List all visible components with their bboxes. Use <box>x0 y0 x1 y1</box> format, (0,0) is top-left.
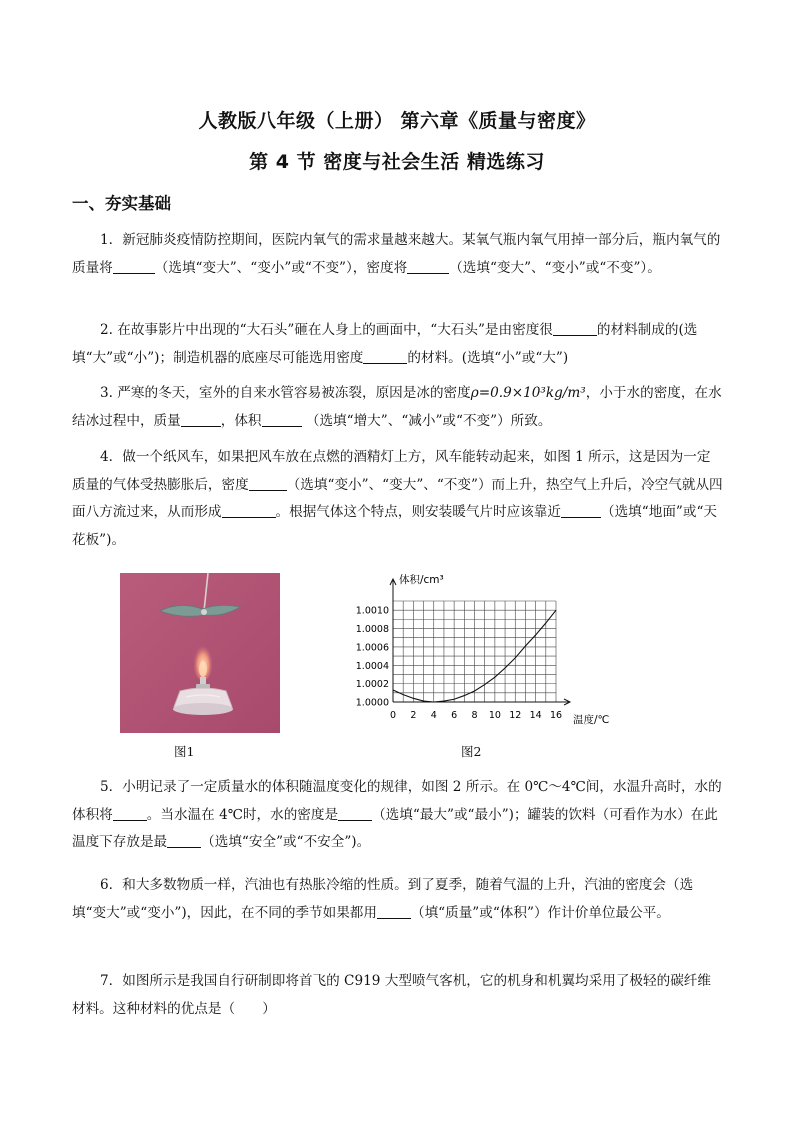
x-tick-label: 0 <box>389 710 397 721</box>
answer-blank[interactable] <box>249 475 287 491</box>
question-text: （选填“变大”、“变小”或“不变”）。 <box>449 259 661 276</box>
y-tick-label: 1.0000 <box>355 697 389 709</box>
question-text: （选填“安全”或“不安全”)。 <box>201 834 371 850</box>
question-text: （选填“最大”或“最小”)；罐装的饮料（可看作为水）在此温度下存放是最 <box>72 806 718 850</box>
y-tick-label: 1.0010 <box>355 605 389 617</box>
question-7 <box>72 968 724 1023</box>
figure-1-caption: 图1 <box>174 744 195 759</box>
question-text: （选填“地面”或“天花板”)。 <box>72 504 718 548</box>
answer-blank[interactable] <box>113 258 155 274</box>
answer-blank[interactable] <box>553 320 597 336</box>
question-text: 。当水温在 4℃时，水的密度是 <box>146 806 339 823</box>
question-text: 的材料。(选填“小”或“大”) <box>407 349 569 366</box>
x-tick-label: 14 <box>529 710 542 721</box>
answer-blank[interactable] <box>262 411 302 427</box>
chart-axes <box>390 579 570 705</box>
section-heading: 一、夯实基础 <box>72 194 171 213</box>
question-text: 7．如图所示是我国自行研制即将首飞的 C919 大型喷气客机，它的机身和机翼均采用了极轻的碳纤维材料。这种材料的优点是（ ） <box>72 973 711 1017</box>
question-text: ，体积 <box>220 412 262 429</box>
question-text: （选填“变小”、“变大”、“不变”）而上升，热空气上升后，冷空气就从四面八方流过来，从而形成 <box>72 476 723 520</box>
question-text: 4．做一个纸风车，如果把风车放在点燃的酒精灯上方，风车能转动起来，如图 1 所示，这是因为一定质量的气体受热膨胀后，密度 <box>72 449 711 493</box>
question-1 <box>72 227 724 282</box>
question-6 <box>72 872 724 927</box>
chart-x-ticks <box>390 710 562 721</box>
page-title: 人教版八年级（上册） 第六章《质量与密度》 <box>198 110 596 132</box>
figure-2-volume-temperature-chart <box>343 571 643 731</box>
x-tick-label: 2 <box>410 710 417 721</box>
answer-blank[interactable] <box>181 411 221 427</box>
question-4 <box>72 444 724 554</box>
question-text: （填“质量”或“体积”）作计价单位最公平。 <box>410 904 670 921</box>
question-text: （选填“变大”、“变小”或“不变”），密度将 <box>154 259 408 276</box>
answer-blank[interactable] <box>561 502 601 518</box>
figure-2-caption: 图2 <box>461 744 482 759</box>
x-tick-label: 8 <box>471 710 478 721</box>
chart-y-ticks <box>356 606 389 709</box>
question-text: 5．小明记录了一定质量水的体积随温度变化的规律，如图 2 所示。在 0℃～4℃间，水温升高时，水的体积将 <box>72 779 722 823</box>
answer-blank[interactable] <box>113 805 147 821</box>
density-value: ρ=0.9×10³kg/m³ <box>470 385 586 401</box>
answer-blank[interactable] <box>222 502 276 518</box>
question-text: 。根据气体这个特点，则安装暖气片时应该靠近 <box>275 504 561 520</box>
chart-grid <box>393 601 556 702</box>
question-text: 1．新冠肺炎疫情防控期间，医院内氧气的需求量越来越大。某氧气瓶内氧气用掉一部分后，瓶内氧气的质量将 <box>72 232 721 276</box>
x-tick-label: 4 <box>430 710 437 721</box>
y-tick-label: 1.0002 <box>355 679 389 691</box>
question-text: 2. 在故事影片中出现的“大石头”砸在人身上的画面中，“大石头”是由密度很 <box>100 322 553 338</box>
question-3 <box>72 380 724 435</box>
y-axis-label: 体积/cm³ <box>399 574 444 586</box>
y-tick-label: 1.0004 <box>355 660 389 672</box>
page-subtitle: 第 4 节 密度与社会生活 精选练习 <box>249 151 545 173</box>
y-tick-label: 1.0006 <box>355 642 389 654</box>
x-tick-label: 16 <box>549 710 563 721</box>
answer-blank[interactable] <box>338 805 372 821</box>
answer-blank[interactable] <box>407 258 449 274</box>
answer-blank[interactable] <box>167 832 201 848</box>
y-tick-label: 1.0008 <box>355 624 389 636</box>
x-axis-label: 温度/℃ <box>573 714 610 726</box>
question-text: 3. 严寒的冬天，室外的自来水管容易被冻裂，原因是冰的密度 <box>100 385 471 401</box>
answer-blank[interactable] <box>377 903 411 919</box>
x-tick-label: 10 <box>488 710 501 721</box>
question-text: 的材料制成的(选填“大”或“小”)；制造机器的底座尽可能选用密度 <box>72 322 698 366</box>
question-text: ，小于水的密度，在水结冰过程中，质量 <box>72 385 722 429</box>
x-tick-label: 6 <box>451 710 458 721</box>
question-2 <box>72 317 724 372</box>
answer-blank[interactable] <box>363 348 407 364</box>
question-text: （选填“增大”、“减小”或“不变”）所致。 <box>301 412 552 429</box>
x-tick-label: 12 <box>509 710 522 721</box>
figure-1-pinwheel-photo <box>120 573 280 733</box>
question-5 <box>72 774 724 857</box>
question-text: 6．和大多数物质一样，汽油也有热胀冷缩的性质。到了夏季，随着气温的上升，汽油的密度会（选填“变大”或“变小”)，因此，在不同的季节如果都用 <box>72 877 694 921</box>
